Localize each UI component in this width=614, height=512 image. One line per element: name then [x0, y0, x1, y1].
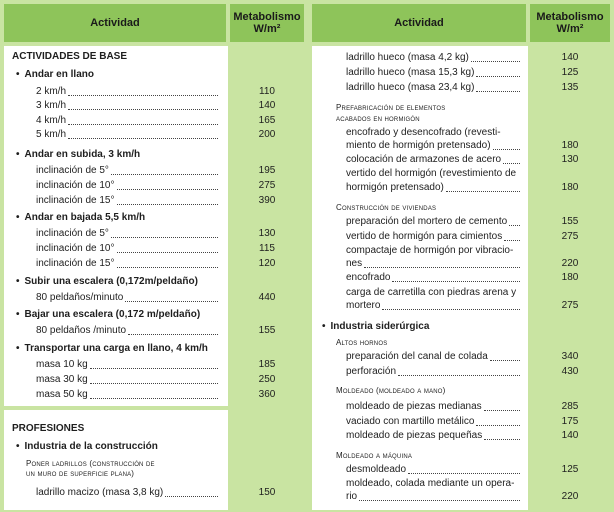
table-row: miento de hormigón pretensado)	[346, 139, 522, 153]
table-row: inclinación de 10°	[36, 242, 220, 256]
group-andar-bajada: • Andar en bajada 5,5 km/h	[16, 211, 145, 225]
table-row: preparación del canal de colada	[346, 350, 522, 364]
row-value: 115	[259, 243, 275, 254]
table-row: moldeado, colada mediante un opera-	[346, 478, 515, 489]
row-value: 195	[258, 165, 276, 176]
section-title-profesiones: PROFESIONES	[12, 423, 85, 434]
row-value: 135	[561, 82, 579, 93]
table-row: inclinación de 5°	[36, 164, 220, 178]
left-activity-header: Actividad	[4, 4, 226, 42]
row-value: 285	[561, 401, 579, 412]
table-row: preparación del mortero de cemento	[346, 215, 522, 229]
row-value: 130	[258, 228, 276, 239]
row-value: 110	[259, 86, 275, 97]
row-value: 120	[258, 258, 276, 269]
row-value: 165	[258, 115, 276, 126]
group-industria-construccion: • Industria de la construcción	[16, 440, 158, 454]
subgroup-poner-ladrillos-2: un muro de superficie plana)	[26, 469, 135, 478]
row-value: 175	[561, 416, 579, 427]
row-value: 185	[258, 359, 276, 370]
row-value: 155	[258, 325, 276, 336]
left-metabolism-header	[230, 4, 304, 42]
table-row: hormigón pretensado)	[346, 181, 522, 195]
row-value: 155	[561, 216, 579, 227]
row-value: 180	[561, 140, 579, 151]
table-row: inclinación de 10°	[36, 179, 220, 193]
row-value: 130	[561, 154, 579, 165]
subgroup-poner-ladrillos-1: Poner ladrillos (construcción de	[26, 459, 155, 468]
table-row: encofrado	[346, 271, 522, 285]
table-row: 4 km/h	[36, 114, 220, 128]
section-title-base: ACTIVIDADES DE BASE	[12, 51, 128, 62]
table-row: 5 km/h	[36, 128, 220, 142]
table-row: inclinación de 15°	[36, 194, 220, 208]
table-row: moldeado de piezas medianas	[346, 400, 522, 414]
table-row: 3 km/h	[36, 99, 220, 113]
group-industria-siderurgica: • Industria siderúrgica	[322, 320, 429, 334]
subgroup-altos-hornos: Altos hornos	[336, 338, 388, 347]
group-transportar: • Transportar una carga en llano, 4 km/h	[16, 342, 208, 356]
subgroup-viviendas: Construcción de viviendas	[336, 203, 437, 212]
table-row: desmoldeado	[346, 463, 522, 477]
table-row: moldeado de piezas pequeñas	[346, 429, 522, 443]
table-row: nes	[346, 257, 522, 271]
table-row: masa 30 kg	[36, 373, 220, 387]
metabolism-unit: W/m²	[556, 23, 584, 35]
table-row: masa 50 kg	[36, 388, 220, 402]
metabolism-label: Metabolismo	[233, 11, 301, 23]
row-value: 180	[561, 182, 579, 193]
row-value: 430	[561, 366, 579, 377]
table-row: inclinación de 15°	[36, 257, 220, 271]
table-row: encofrado y desencofrado (revesti-	[346, 127, 501, 138]
row-value: 440	[258, 292, 276, 303]
table-row: colocación de armazones de acero	[346, 153, 522, 167]
table-row: vaciado con martillo metálico	[346, 415, 522, 429]
table-row: carga de carretilla con piedras arena y	[346, 287, 517, 298]
subgroup-prefabricacion-2: acabados en hormigón	[336, 114, 420, 123]
row-value: 275	[561, 300, 579, 311]
group-andar-subida: • Andar en subida, 3 km/h	[16, 148, 140, 162]
group-subir-escalera: • Subir una escalera (0,172m/peldaño)	[16, 275, 198, 289]
row-value: 275	[258, 180, 276, 191]
row-value: 125	[561, 464, 579, 475]
row-value: 275	[561, 231, 579, 242]
table-row: compactaje de hormigón por vibracio-	[346, 245, 514, 256]
table-row: masa 10 kg	[36, 358, 220, 372]
right-metabolism-header	[530, 4, 610, 42]
table-row: ladrillo hueco (masa 15,3 kg)	[346, 66, 522, 80]
group-bajar-escalera: • Bajar una escalera (0,172 m/peldaño)	[16, 308, 200, 322]
left-panel-gap	[4, 406, 304, 410]
table-row: ladrillo macizo (masa 3,8 kg)	[36, 486, 220, 500]
table-row: vertido del hormigón (revestimiento de	[346, 168, 517, 179]
row-value: 140	[561, 430, 579, 441]
row-value: 140	[561, 52, 579, 63]
row-value: 140	[258, 100, 276, 111]
table-row: 80 peldaños /minuto	[36, 324, 220, 338]
table-row: ladrillo hueco (masa 4,2 kg)	[346, 51, 522, 65]
table-row: inclinación de 5°	[36, 227, 220, 241]
row-value: 360	[258, 389, 276, 400]
row-value: 250	[258, 374, 276, 385]
row-value: 220	[561, 491, 579, 502]
table-row: rio	[346, 490, 522, 504]
metabolism-unit: W/m²	[253, 23, 281, 35]
metabolism-label: Metabolismo	[536, 11, 604, 23]
row-value: 340	[561, 351, 579, 362]
table-row: perforación	[346, 365, 522, 379]
group-andar-llano: • Andar en llano	[16, 68, 94, 82]
table-row: ladrillo hueco (masa 23,4 kg)	[346, 81, 522, 95]
table-row: vertido de hormigón para cimientos	[346, 230, 522, 244]
subgroup-moldeado-mano: Moldeado (moldeado a mano)	[336, 386, 446, 395]
table-row: 2 km/h	[36, 85, 220, 99]
row-value: 125	[561, 67, 579, 78]
row-value: 200	[258, 129, 276, 140]
row-value: 220	[561, 258, 579, 269]
table-row: 80 peldaños/minuto	[36, 291, 220, 305]
row-value: 390	[258, 195, 276, 206]
table-row: mortero	[346, 299, 522, 313]
row-value: 180	[561, 272, 579, 283]
right-activity-header: Actividad	[312, 4, 526, 42]
subgroup-prefabricacion-1: Prefabricación de elementos	[336, 103, 446, 112]
subgroup-moldeado-maquina: Moldeado a máquina	[336, 451, 413, 460]
row-value: 150	[258, 487, 276, 498]
